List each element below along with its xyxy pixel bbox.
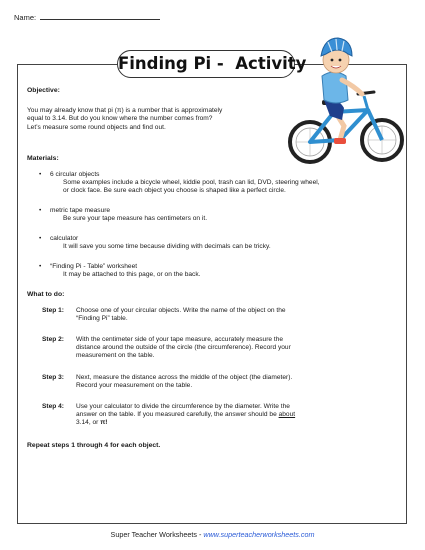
objective-line: equal to 3.14. But do you know where the number comes from?	[27, 115, 213, 123]
about-underlined: about	[278, 411, 296, 419]
page-title-text: Finding Pi - Activity	[118, 54, 307, 73]
objective-section	[27, 87, 289, 132]
step-text: Next, measure the distance across the middle of the object (the diameter). Record your measurement on the table.	[76, 374, 293, 390]
boy-on-bicycle-illustration	[282, 30, 412, 170]
footer	[0, 530, 425, 539]
materials-item-label: “Finding Pi - Table” worksheet	[50, 263, 138, 270]
footer-url-link[interactable]: www.superteacherworksheets.com	[203, 530, 315, 539]
footer-separator: -	[196, 530, 204, 539]
footer-brand: Super Teacher Worksheets	[110, 530, 197, 539]
materials-item-label: calculator	[50, 235, 79, 242]
objective-line: Let’s measure some round objects and find out.	[27, 123, 166, 131]
step-label: Step 1:	[42, 307, 64, 314]
step-label: Step 2:	[42, 336, 64, 343]
objective-line: You may already know that pi (π) is a number that is approximately	[27, 107, 223, 115]
objective-heading: Objective:	[27, 87, 60, 94]
name-field	[14, 12, 160, 22]
step-4-line-3: 3.14, or π!	[76, 419, 108, 427]
materials-item-label: metric tape measure	[50, 207, 111, 214]
bullet: •	[39, 263, 42, 270]
what-to-do-heading: What to do:	[27, 291, 65, 298]
materials-item-description: Some examples include a bicycle wheel, kiddie pool, trash can lid, DVD, steering wheel, or clock face. Be sure each object you choose is shaped like a perfect circle.	[63, 179, 320, 195]
bullet: •	[39, 171, 42, 178]
materials-item-description: It will save you some time because dividing with decimals can be tricky.	[63, 243, 271, 251]
objective-text	[27, 107, 289, 132]
step-text: Choose one of your circular objects. Write the name of the object on the “Finding Pi” table.	[76, 307, 286, 323]
materials-item-description: It may be attached to this page, or on the back.	[63, 271, 201, 279]
step-text: With the centimeter side of your tape measure, accurately measure the distance around the outside of the circle (the circumference). Record your measurement on the table.	[76, 336, 291, 360]
page-title	[117, 50, 307, 78]
step-label: Step 4:	[42, 403, 64, 410]
bullet: •	[39, 235, 42, 242]
step-label: Step 3:	[42, 374, 64, 381]
name-label: Name:	[14, 13, 37, 22]
bullet: •	[39, 207, 42, 214]
step-4-line-2: answer on the table. If you measured carefully, the answer should be about	[76, 411, 296, 419]
materials-heading: Materials:	[27, 155, 59, 162]
materials-item-label: 6 circular objects	[50, 171, 100, 178]
step-text: Use your calculator to divide the circumference by the diameter. Write the answer on the table. If you measured carefully, the answer should be about 3.14, or π!	[76, 403, 296, 427]
pi-symbol: π	[100, 419, 106, 427]
repeat-instruction: Repeat steps 1 through 4 for each object.	[27, 442, 161, 449]
name-blank-line[interactable]	[40, 12, 160, 20]
materials-item-description: Be sure your tape measure has centimeters on it.	[63, 215, 208, 223]
